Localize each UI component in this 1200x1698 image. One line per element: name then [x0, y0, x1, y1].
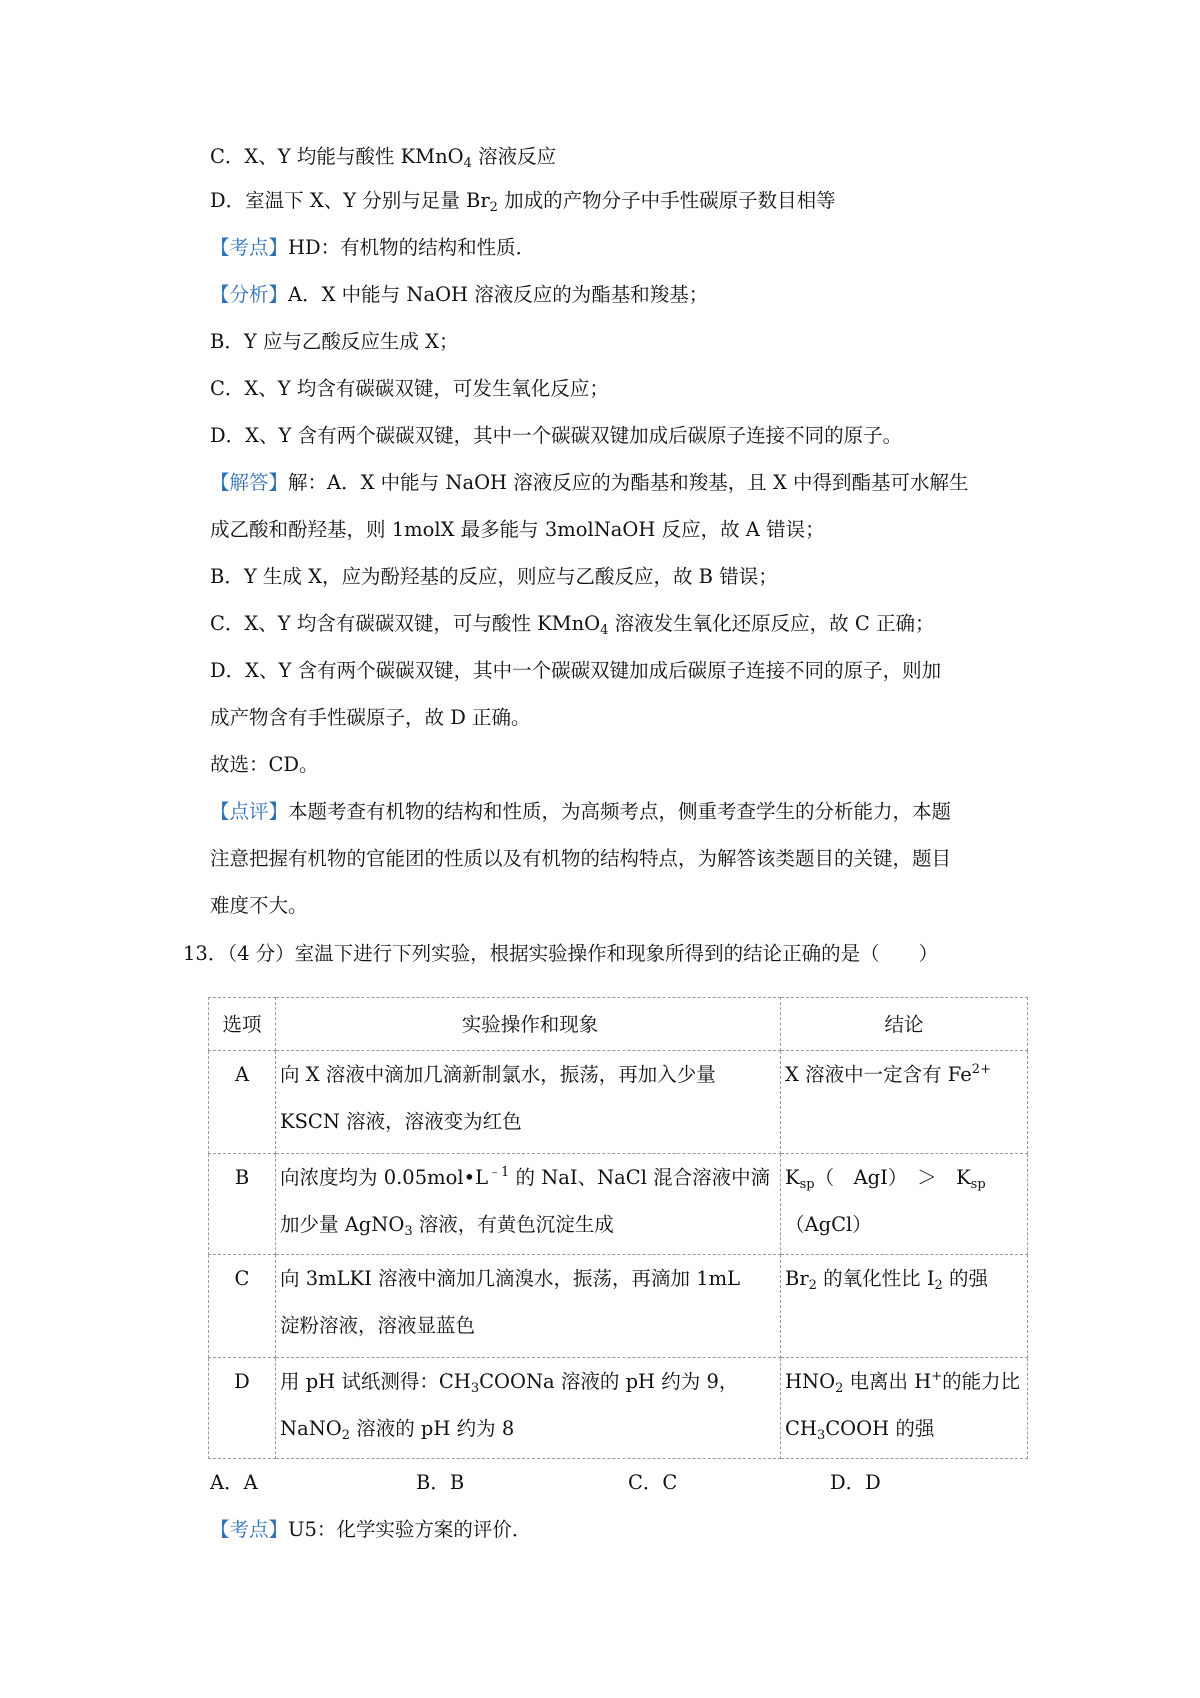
jieda-line — [210, 469, 969, 497]
text: 的强 — [942, 1267, 989, 1290]
row-option: D — [209, 1358, 276, 1459]
dianping-line — [210, 798, 951, 826]
experiment-table — [208, 997, 1028, 1459]
answer-option-d: D．D — [830, 1471, 881, 1494]
text: K — [785, 1166, 800, 1189]
kaodian-text: U5：化学实验方案的评价． — [288, 1518, 532, 1541]
conclusion-line — [785, 1255, 1027, 1302]
subscript: sp — [799, 1177, 815, 1192]
text: C．X、Y 均含有碳碳双键，可与酸性 KMnO — [210, 612, 601, 635]
subscript: 2 — [934, 1278, 943, 1293]
kaodian-tag: 【考点】 — [210, 236, 289, 259]
text: COOH 的强 — [825, 1417, 935, 1440]
text: HNO — [785, 1370, 836, 1393]
header-option: 选项 — [209, 998, 276, 1051]
row-option: A — [209, 1051, 276, 1154]
kaodian-tag: 【考点】 — [210, 1518, 289, 1541]
operation-line — [280, 1405, 780, 1452]
text: 的氧化性比 I — [816, 1267, 935, 1290]
subscript: 2 — [835, 1381, 844, 1396]
jieda-d-line-2: 成产物含有手性碳原子，故 D 正确。 — [210, 706, 531, 729]
dianping-line-3: 难度不大。 — [210, 894, 308, 917]
jieda-tag: 【解答】 — [210, 471, 289, 494]
conclusion-line — [785, 1358, 1027, 1405]
row-conclusion — [781, 1154, 1028, 1255]
row-operation — [276, 1154, 781, 1255]
answer-option-a: A．A — [210, 1471, 258, 1494]
kaodian-line-2 — [210, 1516, 531, 1544]
text: 的 NaI、NaCl 混合溶液中滴 — [509, 1166, 771, 1189]
subscript: 3 — [816, 1428, 826, 1443]
operation-line: 向 3mLKI 溶液中滴加几滴溴水，振荡，再滴加 1mL — [280, 1267, 741, 1290]
answer-choice-line: 故选：CD。 — [210, 753, 319, 776]
subscript: 3 — [470, 1381, 480, 1396]
header-operation: 实验操作和现象 — [276, 998, 781, 1051]
row-conclusion — [781, 1051, 1028, 1154]
conclusion-line — [785, 1154, 1027, 1201]
superscript: + — [931, 1369, 943, 1384]
text: 向浓度均为 0.05mol•L — [280, 1166, 489, 1189]
subscript: 3 — [404, 1224, 413, 1239]
jieda-d-line: D．X、Y 含有两个碳碳双键，其中一个碳碳双键加成后碳原子连接不同的原子，则加 — [210, 659, 942, 682]
row-operation — [276, 1358, 781, 1459]
subscript: sp — [970, 1177, 986, 1192]
conclusion-line — [785, 1051, 1027, 1098]
text: COONa 溶液的 pH 约为 9， — [479, 1370, 739, 1393]
text: CH — [785, 1417, 817, 1440]
answer-options — [210, 1469, 1010, 1497]
subscript: 2 — [489, 200, 498, 215]
text: 溶液发生氧化还原反应，故 C 正确； — [608, 612, 935, 635]
fenxi-d-line: D．X、Y 含有两个碳碳双键，其中一个碳碳双键加成后碳原子连接不同的原子。 — [210, 424, 903, 447]
answer-option-b: B．B — [416, 1471, 465, 1494]
option-c-line — [210, 143, 556, 171]
table-row — [209, 1051, 1028, 1154]
subscript: 2 — [341, 1428, 351, 1443]
fenxi-text: A．X 中能与 NaOH 溶液反应的为酯基和羧基； — [288, 283, 709, 306]
text: C．X、Y 均能与酸性 KMnO — [210, 145, 464, 168]
text: 溶液，有黄色沉淀生成 — [412, 1213, 614, 1236]
operation-line — [280, 1358, 780, 1405]
jieda-line-2: 成乙酸和酚羟基，则 1molX 最多能与 3molNaOH 反应，故 A 错误； — [210, 518, 825, 541]
dianping-line-2: 注意把握有机物的官能团的性质以及有机物的结构特点，为解答该类题目的关键，题目 — [210, 847, 952, 870]
row-option: B — [209, 1154, 276, 1255]
answer-option-c: C．C — [628, 1471, 678, 1494]
jieda-b-line: B．Y 生成 X，应为酚羟基的反应，则应与乙酸反应，故 B 错误； — [210, 565, 778, 588]
superscript: ﹣1 — [488, 1165, 510, 1180]
row-conclusion — [781, 1358, 1028, 1459]
superscript: 2+ — [971, 1062, 991, 1077]
dianping-text: 本题考查有机物的结构和性质，为高频考点，侧重考查学生的分析能力，本题 — [288, 800, 952, 823]
table-row — [209, 1255, 1028, 1358]
jieda-text: 解：A．X 中能与 NaOH 溶液反应的为酯基和羧基，且 X 中得到酯基可水解生 — [288, 471, 969, 494]
text: 溶液的 pH 约为 8 — [350, 1417, 515, 1440]
conclusion-line: （AgCl） — [785, 1213, 872, 1236]
kaodian-line — [210, 234, 535, 262]
text: 加成的产物分子中手性碳原子数目相等 — [497, 189, 836, 212]
fenxi-c-line: C．X、Y 均含有碳碳双键，可发生氧化反应； — [210, 377, 609, 400]
row-option: C — [209, 1255, 276, 1358]
operation-line: KSCN 溶液，溶液变为红色 — [280, 1110, 522, 1133]
dianping-tag: 【点评】 — [210, 800, 289, 823]
fenxi-tag: 【分析】 — [210, 283, 289, 306]
text: NaNO — [280, 1417, 342, 1440]
row-operation — [276, 1051, 781, 1154]
row-operation — [276, 1255, 781, 1358]
fenxi-b-line: B．Y 应与乙酸反应生成 X； — [210, 330, 459, 353]
fenxi-line — [210, 281, 708, 309]
text: Br — [785, 1267, 809, 1290]
jieda-c-line — [210, 610, 934, 638]
text: 溶液反应 — [471, 145, 557, 168]
conclusion-line — [785, 1405, 1027, 1452]
subscript: 2 — [808, 1278, 817, 1293]
row-conclusion — [781, 1255, 1028, 1358]
table-row — [209, 1154, 1028, 1255]
table-row — [209, 1358, 1028, 1459]
text: X 溶液中一定含有 Fe — [785, 1063, 972, 1086]
text: 用 pH 试纸测得：CH — [280, 1370, 471, 1393]
operation-line: 向 X 溶液中滴加几滴新制氯水，振荡，再加入少量 — [280, 1063, 716, 1086]
header-conclusion: 结论 — [781, 998, 1028, 1051]
option-d-line — [210, 187, 836, 215]
text: D．室温下 X、Y 分别与足量 Br — [210, 189, 490, 212]
operation-line — [280, 1154, 780, 1201]
operation-line: 淀粉溶液，溶液显蓝色 — [280, 1314, 476, 1337]
subscript: 4 — [600, 623, 609, 638]
table-header-row — [209, 998, 1028, 1051]
text: 的能力比 — [942, 1370, 1021, 1393]
text: 加少量 AgNO — [280, 1213, 405, 1236]
operation-line — [280, 1201, 780, 1248]
text: （ AgI） ＞ K — [814, 1166, 971, 1189]
kaodian-text: HD：有机物的结构和性质． — [288, 236, 536, 259]
question-13: 13．（4 分）室温下进行下列实验，根据实验操作和现象所得到的结论正确的是（ ） — [183, 942, 939, 965]
subscript: 4 — [463, 156, 472, 171]
text: 电离出 H — [843, 1370, 932, 1393]
